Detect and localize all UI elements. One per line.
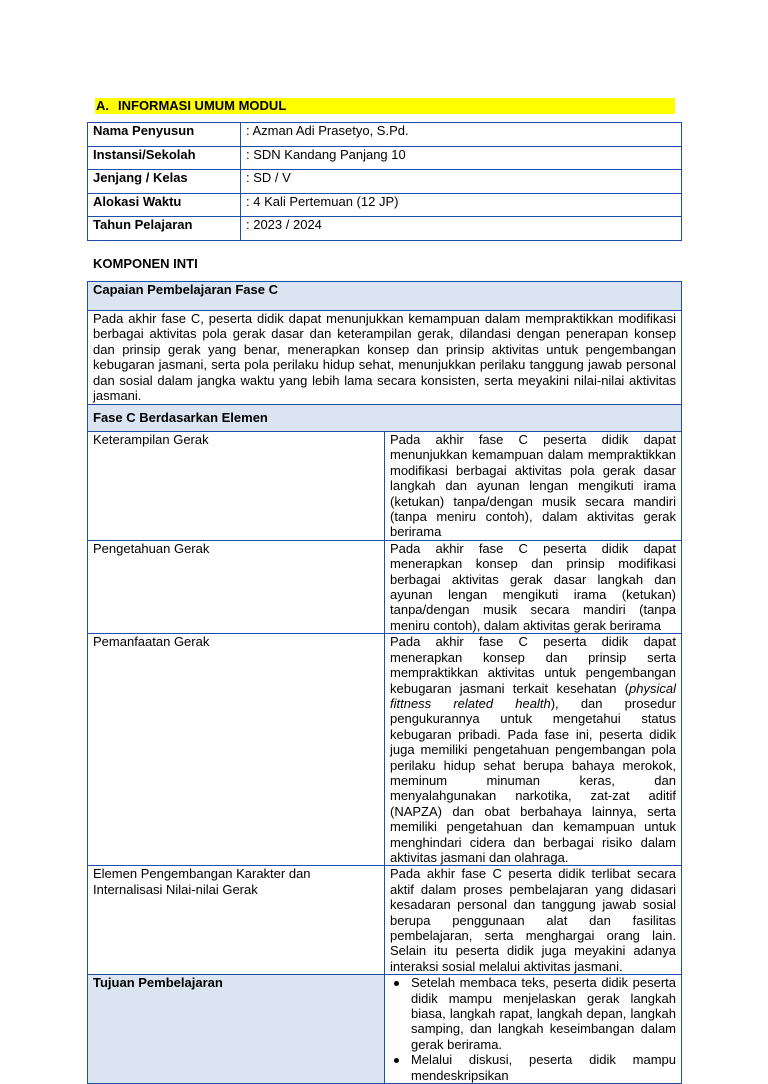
info-label: Nama Penyusun bbox=[88, 123, 241, 147]
info-label: Tahun Pelajaran bbox=[88, 217, 241, 241]
info-label: Instansi/Sekolah bbox=[88, 146, 241, 170]
section-heading bbox=[95, 98, 675, 114]
elemen-text-italic: physical fittness related health bbox=[390, 680, 676, 711]
elemen-text: Pada akhir fase C peserta didik terlibat secara aktif dalam proses pembelajaran yang didasari kesadaran personal dan tanggung jawab sosial berupa penggunaan alat dan fasilitas pembelajaran, serta menghargai orang lain. Selain itu peserta didik juga meyakini adanya interaksi sosial melalui aktivitas jasmani. bbox=[385, 866, 682, 975]
section-number: A. bbox=[96, 98, 109, 113]
info-value: : SD / V bbox=[241, 170, 682, 194]
komponen-inti-heading: KOMPONEN INTI bbox=[93, 256, 198, 271]
elemen-text-b: ), dan prosedur pengukurannya untuk mengetahui status kebugaran pribadi. Pada fase ini, peserta didik juga memiliki pengetahuan pengembangan pola perilaku hidup sehat berupa bahaya merokok, meminum minuman keras, dan menyalahgunakan narkotika, zat-zat aditif (NAPZA) dan obat berbahaya lainnya, serta memiliki pengetahuan dan kemampuan untuk menghindari cidera dan berbagai risiko dalam aktivitas jasmani dan olahraga. bbox=[390, 695, 676, 865]
list-item: Setelah membaca teks, peserta didik peserta didik mampu menjelaskan gerak langkah biasa, langkah rapat, langkah depan, langkah samping, dan langkah keseimbangan dalam gerak berirama. bbox=[390, 975, 676, 1052]
fase-title: Fase C Berdasarkan Elemen bbox=[88, 405, 682, 432]
info-value: : Azman Adi Prasetyo, S.Pd. bbox=[241, 123, 682, 147]
section-title: INFORMASI UMUM MODUL bbox=[118, 98, 287, 113]
capaian-text: Pada akhir fase C, peserta didik dapat menunjukkan kemampuan dalam mempraktikkan modifikasi berbagai aktivitas pola gerak dasar dan keterampilan gerak, dilandasi dengan penerapan konsep dan prinsip gerak yang benar, menerapkan konsep dan prinsip aktivitas untuk pengembangan kebugaran jasmani, serta pola perilaku hidup sehat, menunjukkan perilaku tanggung jawab personal dan sosial dalam jangka waktu yang lebih lama secara konsisten, serta meyakini nilai-nilai aktivitas jasmani. bbox=[88, 311, 682, 405]
info-value: : 4 Kali Pertemuan (12 JP) bbox=[241, 193, 682, 217]
elemen-name: Pengetahuan Gerak bbox=[88, 540, 385, 633]
info-value: : SDN Kandang Panjang 10 bbox=[241, 146, 682, 170]
elemen-name: Elemen Pengembangan Karakter dan Internalisasi Nilai-nilai Gerak bbox=[88, 866, 385, 975]
info-row bbox=[88, 217, 682, 241]
info-value: : 2023 / 2024 bbox=[241, 217, 682, 241]
capaian-title: Capaian Pembelajaran Fase C bbox=[88, 282, 682, 311]
elemen-text: Pada akhir fase C peserta didik dapat menunjukkan kemampuan dalam mempraktikkan modifikasi berbagai aktivitas pola gerak dasar langkah dan ayunan lengan mengikuti irama (ketukan) tanpa/dengan musik secara mandiri (tanpa meniru contoh), dalam aktivitas gerak berirama bbox=[385, 432, 682, 541]
komponen-table bbox=[87, 281, 682, 1084]
elemen-name: Pemanfaatan Gerak bbox=[88, 634, 385, 866]
list-item: Melalui diskusi, peserta didik mampu mendeskripsikan bbox=[390, 1052, 676, 1083]
elemen-text-a: Pada akhir fase C peserta didik dapat menerapkan konsep dan prinsip serta mempraktikkan aktivitas untuk pengembangan kebugaran jasmani terkait kesehatan ( bbox=[390, 634, 676, 696]
info-table bbox=[87, 122, 682, 241]
info-label: Jenjang / Kelas bbox=[88, 170, 241, 194]
info-row bbox=[88, 170, 682, 194]
info-label: Alokasi Waktu bbox=[88, 193, 241, 217]
elemen-text bbox=[385, 634, 682, 866]
tujuan-list bbox=[390, 975, 676, 1083]
info-row bbox=[88, 123, 682, 147]
tujuan-title: Tujuan Pembelajaran bbox=[88, 975, 385, 1084]
tujuan-cell bbox=[385, 975, 682, 1084]
elemen-name: Keterampilan Gerak bbox=[88, 432, 385, 541]
elemen-text: Pada akhir fase C peserta didik dapat menerapkan konsep dan prinsip modifikasi berbagai aktivitas gerak dasar langkah dan ayunan lengan mengikuti irama (ketukan) tanpa/dengan musik secara mandiri (tanpa meniru contoh), dalam aktivitas gerak berirama bbox=[385, 540, 682, 633]
info-row bbox=[88, 146, 682, 170]
info-row bbox=[88, 193, 682, 217]
